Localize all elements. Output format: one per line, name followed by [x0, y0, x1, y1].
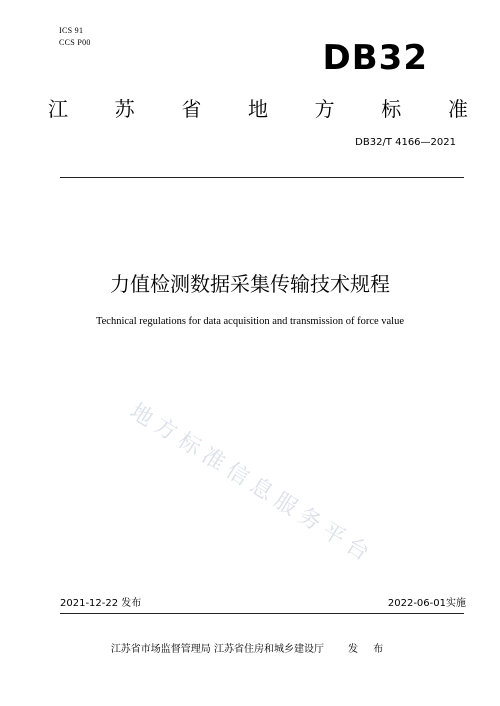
- implementation-date: 2022-06-01实施: [387, 598, 466, 609]
- ccs-code: CCS P00: [59, 38, 91, 47]
- english-title: Technical regulations for data acquisition and transmission of force value: [95, 316, 405, 327]
- watermark-char: 平: [317, 518, 350, 552]
- db32-logo: DB32: [322, 38, 428, 78]
- watermark-char: 地: [125, 399, 158, 433]
- watermark-char: 方: [149, 413, 182, 447]
- publishing-organizations: 江苏省市场监督管理局 江苏省住房和城乡建设厅: [110, 644, 324, 655]
- top-divider: [60, 177, 464, 178]
- issue-date: 2021-12-22 发布: [60, 598, 142, 609]
- watermark-char: 台: [341, 533, 374, 567]
- ics-code: ICS 91: [59, 26, 84, 35]
- standard-number: DB32/T 4166—2021: [355, 137, 456, 148]
- publisher-line: [0, 643, 500, 657]
- heading-char: 方: [314, 97, 335, 121]
- watermark-char: 息: [245, 473, 278, 507]
- watermark-char: 准: [197, 443, 230, 477]
- classification-codes: [59, 25, 91, 49]
- province-standard-heading: [48, 96, 468, 122]
- watermark-char: 信: [221, 458, 254, 492]
- heading-char: 江: [48, 97, 68, 121]
- heading-char: 准: [447, 97, 468, 121]
- publish-action: 发 布: [348, 644, 390, 655]
- heading-char: 地: [247, 97, 268, 121]
- bottom-divider: [60, 613, 464, 614]
- heading-char: 省: [181, 97, 202, 121]
- chinese-title: 力值检测数据采集传输技术规程: [110, 272, 390, 296]
- heading-char: 标: [381, 97, 402, 121]
- watermark-char: 服: [269, 488, 302, 522]
- heading-char: 苏: [114, 97, 135, 121]
- watermark-char: 标: [173, 428, 206, 462]
- watermark-char: 务: [293, 503, 326, 537]
